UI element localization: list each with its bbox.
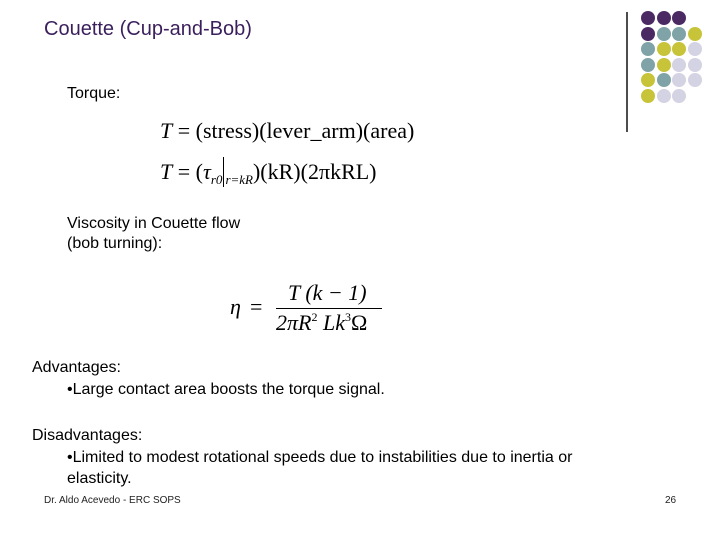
disadvantages-item-line1: •Limited to modest rotational speeds due to instabilities due to inertia or xyxy=(67,449,573,466)
page-number: 26 xyxy=(665,495,677,506)
decorative-dot xyxy=(657,11,671,25)
eq3-numerator: T (k − 1) xyxy=(288,280,367,305)
eq2-open-paren: ( xyxy=(195,159,203,184)
viscosity-label-line1: Viscosity in Couette flow xyxy=(67,215,241,232)
disadvantages-heading: Disadvantages: xyxy=(32,427,143,444)
decorative-dot xyxy=(641,89,655,103)
decorative-dot xyxy=(688,27,702,41)
decorative-dot xyxy=(672,11,686,25)
decorative-divider-line xyxy=(626,12,628,132)
eq3-lhs: η xyxy=(230,294,241,319)
eq1-lhs: T xyxy=(160,118,173,143)
decorative-dot xyxy=(672,42,686,56)
decorative-dot xyxy=(688,42,702,56)
eq3-den-a: 2πR xyxy=(276,310,312,335)
slide-title: Couette (Cup-and-Bob) xyxy=(44,18,252,40)
decorative-dot xyxy=(657,73,671,87)
eq2-lhs: T xyxy=(160,159,173,184)
equation-torque-couette xyxy=(160,157,377,188)
eq3-denominator xyxy=(276,310,367,336)
viscosity-label-line2: (bob turning): xyxy=(67,235,163,252)
eq1-equals: = xyxy=(177,118,191,143)
eq2-tau: τ xyxy=(203,159,211,184)
eq3-den-b-sup: 3 xyxy=(344,310,351,324)
decorative-dot xyxy=(688,58,702,72)
eq3-den-c: Ω xyxy=(350,310,368,335)
eq3-den-a-sup: 2 xyxy=(311,310,318,324)
decorative-dot xyxy=(641,42,655,56)
eq3-fraction-bar xyxy=(276,308,382,309)
eq2-evaluation-subscript: r=kR xyxy=(225,172,253,187)
footer-author: Dr. Aldo Acevedo - ERC SOPS xyxy=(44,495,181,506)
eq1-rhs: (stress)(lever_arm)(area) xyxy=(195,118,415,143)
decorative-dot xyxy=(672,73,686,87)
decorative-dot xyxy=(641,11,655,25)
decorative-dot xyxy=(657,89,671,103)
decorative-dot xyxy=(657,27,671,41)
eq2-tau-subscript: r0 xyxy=(210,172,223,187)
viscosity-label xyxy=(67,214,240,254)
decorative-dot xyxy=(672,27,686,41)
disadvantages-item-line2: elasticity. xyxy=(67,470,132,487)
advantages-heading: Advantages: xyxy=(32,359,121,376)
decorative-dot xyxy=(641,58,655,72)
eq3-den-b: Lk xyxy=(317,310,345,335)
decorative-dot xyxy=(672,89,686,103)
decorative-dot xyxy=(641,73,655,87)
decorative-dot xyxy=(641,27,655,41)
equation-torque-definition xyxy=(160,118,414,144)
decorative-dot xyxy=(688,73,702,87)
equation-viscosity xyxy=(230,280,400,340)
eq3-equals: = xyxy=(250,294,263,319)
decorative-dot xyxy=(657,58,671,72)
eq2-equals: = xyxy=(177,159,191,184)
torque-label: Torque: xyxy=(67,85,121,102)
eq2-rest: )(kR)(2πkRL) xyxy=(252,159,377,184)
decorative-dot xyxy=(657,42,671,56)
decorative-dot xyxy=(672,58,686,72)
advantages-item: •Large contact area boosts the torque signal. xyxy=(67,381,385,398)
